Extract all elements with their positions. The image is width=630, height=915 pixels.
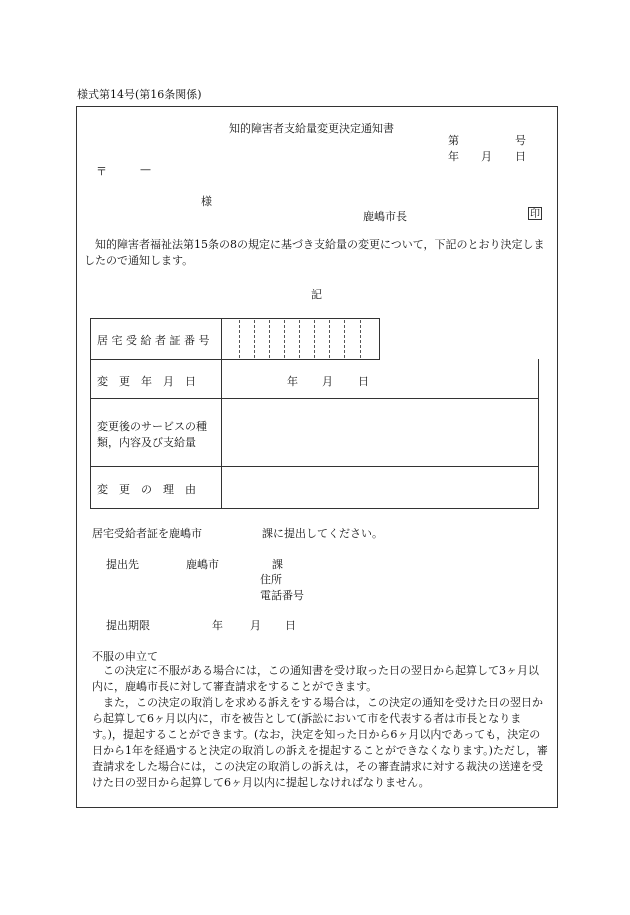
number-suffix: 号 xyxy=(515,134,526,147)
change-reason-label: 変 更 の 理 由 xyxy=(97,483,196,496)
postal-mark: 〒 xyxy=(96,165,107,178)
digit-cell-divider xyxy=(314,320,315,358)
postal-dash: — xyxy=(140,163,151,176)
digit-cell-divider xyxy=(254,320,255,358)
notice-body: 知的障害者福祉法第15条の8の規定に基づき支給量の変更について，下記のとおり決定しましたので通知します。 xyxy=(84,238,545,267)
issuer: 鹿嶋市長 xyxy=(363,210,407,223)
certificate-number-label: 居 宅 受 給 者 証 番 号 xyxy=(97,334,210,347)
ki-heading: 記 xyxy=(311,288,322,301)
phone-label: 電話番号 xyxy=(260,589,304,602)
digit-cell-divider xyxy=(284,320,285,358)
change-date-month: 月 xyxy=(322,375,333,388)
digit-cell-divider xyxy=(360,320,361,358)
deadline-label: 提出期限 xyxy=(106,619,150,632)
date-month: 月 xyxy=(481,150,492,163)
addressee-suffix: 様 xyxy=(201,195,212,208)
address-label: 住所 xyxy=(260,573,282,586)
change-date-label: 変 更 年 月 日 xyxy=(97,375,196,388)
destination-label: 提出先 xyxy=(106,558,139,571)
deadline-day: 日 xyxy=(285,619,296,632)
appeal-heading: 不服の申立て xyxy=(92,650,158,663)
digit-cell-divider xyxy=(269,320,270,358)
deadline-month: 月 xyxy=(250,619,261,632)
destination-city: 鹿嶋市 xyxy=(186,558,219,571)
destination-section: 課 xyxy=(272,558,283,571)
date-day: 日 xyxy=(515,150,526,163)
form-number: 様式第14号(第16条関係) xyxy=(77,88,202,101)
number-prefix: 第 xyxy=(448,134,459,147)
change-date-year: 年 xyxy=(287,375,298,388)
digit-cell-divider xyxy=(299,320,300,358)
digit-cell-divider xyxy=(329,320,330,358)
deadline-year: 年 xyxy=(212,619,223,632)
date-year: 年 xyxy=(448,150,459,163)
document-title: 知的障害者支給量変更決定通知書 xyxy=(229,122,394,135)
submit-instruction-part2: 課に提出してください。 xyxy=(262,527,383,540)
digit-cell-divider xyxy=(239,320,240,358)
submit-instruction-part1: 居宅受給者証を鹿嶋市 xyxy=(92,527,202,540)
row-divider xyxy=(90,466,539,467)
appeal-paragraph-2: また，この決定の取消しを求める訴えをする場合は，この決定の通知を受けた日の翌日から起算して6ヶ月以内に，市を被告として(訴訟において市を代表する者は市長となります。)，提起することができます。(なお，決定を知った日から6ヶ月以内であっても，決定の日から1年を経過すると決定の取消しの訴えを提起することができなくなります。)ただし，審査請求をした場合には，この決定の取消しの訴えは，その審査請求に対する裁決の送達を受けた日の翌日から起算して6ヶ月以内に提起しなければなりません。 xyxy=(92,696,548,789)
seal-mark: 印 xyxy=(530,209,540,220)
appeal-paragraph-1: この決定に不服がある場合には，この通知書を受け取った日の翌日から起算して3ヶ月以内に，鹿嶋市長に対して審査請求をすることができます。 xyxy=(92,664,539,693)
service-label-line1: 変更後のサービスの種 xyxy=(97,420,207,433)
digit-cell-divider xyxy=(344,320,345,358)
row-divider xyxy=(90,398,539,399)
service-label-line2: 類，内容及び支給量 xyxy=(97,436,196,449)
change-date-day: 日 xyxy=(358,375,369,388)
